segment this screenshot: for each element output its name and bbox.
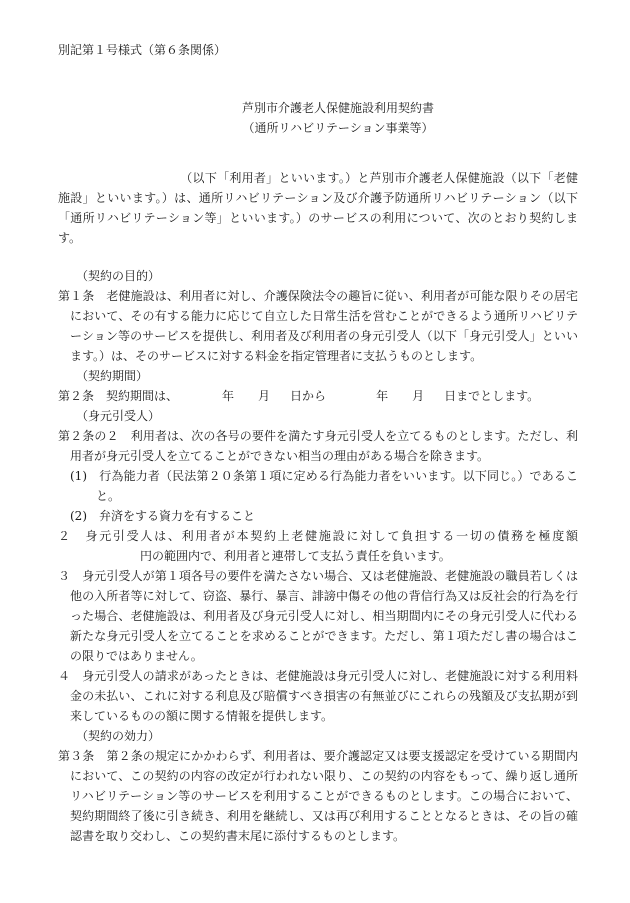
form-number: 別記第１号様式（第６条関係） bbox=[58, 43, 227, 57]
end-year-label: 年 bbox=[376, 389, 389, 403]
clause-4: ４ 身元引受人の請求があったときは、老健施設は身元引受人に対し、老健施設に対する利用料金の未払い、これに対する利息及び賠償すべき損害の有無並びにこれらの残額及び支払期が到来しているものの額に関する情報を提供します。 bbox=[58, 669, 578, 723]
item-2: (2) 弁済をする資力を有すること bbox=[70, 509, 255, 523]
article-2-2: 第２条の２ 利用者は、次の各号の要件を満たす身元引受人を立てるものとします。ただし、利用者が身元引受人を立てることができない相当の理由がある場合を除きます。 bbox=[58, 429, 578, 463]
article-3: 第３条 第２条の規定にかかわらず、利用者は、要介護認定又は要支援認定を受けている期間内において、この契約の内容の改定が行われない限り、この契約の内容をもって、繰り返し通所リハビリテーション等のサービスを利用することができるものとします。この場合において、契約期間終了後に引き続き、利用を継続し、又は再び利用することとなるときは、その旨の確認書を取り交わし、この契約書末尾に添付するものとします。 bbox=[58, 749, 578, 843]
effect-heading: （契約の効力） bbox=[76, 729, 161, 743]
start-day-label: 日から bbox=[290, 389, 327, 403]
start-month-label: 月 bbox=[258, 389, 271, 403]
article-2 bbox=[58, 386, 578, 406]
purpose-heading: （契約の目的） bbox=[76, 269, 161, 283]
article-2-label: 第２条 契約期間は、 bbox=[58, 389, 179, 403]
intro-text: （以下「利用者」といいます。）と芦別市介護老人保健施設（以下「老健施設」といいます。）は、通所リハビリテーション及び介護予防通所リハビリテーション（以下「通所リハビリテーション等」といいます。）のサービスの利用について、次のとおり契約します。 bbox=[58, 171, 578, 245]
clause-2-text-b: 円の範囲内で、利用者と連帯して支払う責任を負います。 bbox=[140, 549, 451, 563]
guarantor-heading: （身元引受人） bbox=[76, 409, 161, 423]
document-title: 芦別市介護老人保健施設利用契約書 bbox=[241, 101, 434, 115]
period-heading: （契約期間） bbox=[76, 369, 149, 383]
end-month-label: 月 bbox=[412, 389, 425, 403]
clause-2 bbox=[58, 526, 578, 566]
clause-2-text-a: ２ 身元引受人は、利用者が本契約上老健施設に対して負担する一切の債務を極度額 bbox=[58, 529, 578, 543]
article-1: 第１条 老健施設は、利用者に対し、介護保険法令の趣旨に従い、利用者が可能な限りその居宅において、その有する能力に応じて自立した日常生活を営むことができるよう通所リハビリテーション等のサービスを提供し、利用者及び利用者の身元引受人（以下「身元引受人」といいます。）は、そのサービスに対する料金を指定管理者に支払うものとします。 bbox=[58, 289, 578, 363]
contract-document bbox=[58, 40, 578, 846]
item-1: (1) 行為能力者（民法第２０条第１項に定める行為能力者をいいます。以下同じ。）であること。 bbox=[70, 469, 578, 503]
document-subtitle: （通所リハビリテーション事業等） bbox=[242, 121, 434, 135]
clause-3: ３ 身元引受人が第１項各号の要件を満たさない場合、又は老健施設、老健施設の職員若しくは他の入所者等に対して、窃盗、暴行、暴言、誹謗中傷その他の背信行為又は反社会的行為を行った場合、老健施設は、利用者及び身元引受人に対し、相当期間内にその身元引受人に代わる新たな身元引受人を立てることを求めることができます。ただし、第１項ただし書の場合はこの限りではありません。 bbox=[58, 569, 578, 663]
intro-paragraph bbox=[58, 168, 578, 248]
end-day-label: 日までとします。 bbox=[444, 389, 540, 403]
start-year-label: 年 bbox=[222, 389, 235, 403]
